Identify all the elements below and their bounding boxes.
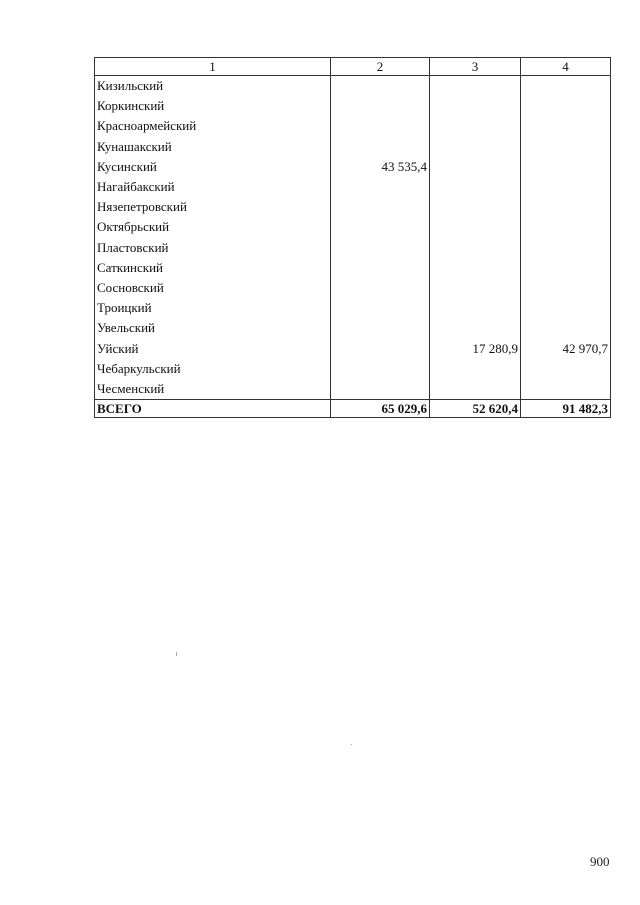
value-col-2 bbox=[331, 76, 430, 97]
total-col-3: 52 620,4 bbox=[430, 400, 521, 418]
table-row bbox=[95, 238, 611, 258]
table-row bbox=[95, 258, 611, 278]
value-col-3 bbox=[430, 116, 521, 136]
total-col-4: 91 482,3 bbox=[521, 400, 611, 418]
value-col-2 bbox=[331, 96, 430, 116]
value-col-4: 42 970,7 bbox=[521, 338, 611, 358]
table-row bbox=[95, 298, 611, 318]
district-name: Уйский bbox=[95, 338, 331, 358]
table-row bbox=[95, 379, 611, 400]
value-col-4 bbox=[521, 177, 611, 197]
table-row bbox=[95, 157, 611, 177]
scan-artifact bbox=[176, 652, 177, 656]
value-col-3 bbox=[430, 197, 521, 217]
district-name: Коркинский bbox=[95, 96, 331, 116]
column-header-2: 2 bbox=[331, 58, 430, 76]
table-row bbox=[95, 318, 611, 338]
value-col-4 bbox=[521, 116, 611, 136]
value-col-4 bbox=[521, 258, 611, 278]
value-col-2 bbox=[331, 298, 430, 318]
value-col-3: 17 280,9 bbox=[430, 338, 521, 358]
value-col-3 bbox=[430, 157, 521, 177]
table-row bbox=[95, 217, 611, 237]
value-col-2 bbox=[331, 258, 430, 278]
district-name: Троицкий bbox=[95, 298, 331, 318]
value-col-4 bbox=[521, 379, 611, 400]
table-row bbox=[95, 177, 611, 197]
district-name: Кусинский bbox=[95, 157, 331, 177]
column-header-1: 1 bbox=[95, 58, 331, 76]
district-name: Саткинский bbox=[95, 258, 331, 278]
district-name: Пластовский bbox=[95, 238, 331, 258]
district-name: Нагайбакский bbox=[95, 177, 331, 197]
value-col-3 bbox=[430, 177, 521, 197]
value-col-2 bbox=[331, 318, 430, 338]
value-col-2 bbox=[331, 137, 430, 157]
value-col-3 bbox=[430, 379, 521, 400]
scan-artifact bbox=[351, 744, 352, 745]
value-col-4 bbox=[521, 217, 611, 237]
table-row bbox=[95, 96, 611, 116]
value-col-4 bbox=[521, 137, 611, 157]
value-col-4 bbox=[521, 278, 611, 298]
value-col-2 bbox=[331, 278, 430, 298]
value-col-4 bbox=[521, 298, 611, 318]
table-row bbox=[95, 359, 611, 379]
table-row bbox=[95, 76, 611, 97]
value-col-3 bbox=[430, 298, 521, 318]
district-name: Красноармейский bbox=[95, 116, 331, 136]
header-row bbox=[95, 58, 611, 76]
total-label: ВСЕГО bbox=[95, 400, 331, 418]
value-col-4 bbox=[521, 157, 611, 177]
table-row bbox=[95, 197, 611, 217]
table-row bbox=[95, 278, 611, 298]
value-col-3 bbox=[430, 318, 521, 338]
value-col-2 bbox=[331, 379, 430, 400]
total-col-2: 65 029,6 bbox=[331, 400, 430, 418]
value-col-4 bbox=[521, 359, 611, 379]
district-name: Сосновский bbox=[95, 278, 331, 298]
district-name: Октябрьский bbox=[95, 217, 331, 237]
column-header-3: 3 bbox=[430, 58, 521, 76]
value-col-4 bbox=[521, 197, 611, 217]
value-col-2 bbox=[331, 217, 430, 237]
value-col-4 bbox=[521, 96, 611, 116]
district-name: Кизильский bbox=[95, 76, 331, 97]
page-number: 900 bbox=[590, 854, 610, 869]
value-col-2 bbox=[331, 238, 430, 258]
value-col-2 bbox=[331, 359, 430, 379]
district-name: Кунашакский bbox=[95, 137, 331, 157]
district-name: Нязепетровский bbox=[95, 197, 331, 217]
value-col-3 bbox=[430, 258, 521, 278]
total-row bbox=[95, 400, 611, 418]
value-col-4 bbox=[521, 318, 611, 338]
district-name: Увельский bbox=[95, 318, 331, 338]
value-col-3 bbox=[430, 217, 521, 237]
value-col-3 bbox=[430, 238, 521, 258]
value-col-2 bbox=[331, 197, 430, 217]
value-col-3 bbox=[430, 359, 521, 379]
value-col-2 bbox=[331, 177, 430, 197]
value-col-4 bbox=[521, 238, 611, 258]
district-name: Чебаркульский bbox=[95, 359, 331, 379]
value-col-2 bbox=[331, 338, 430, 358]
budget-table bbox=[94, 57, 611, 418]
table-row bbox=[95, 137, 611, 157]
value-col-3 bbox=[430, 137, 521, 157]
value-col-4 bbox=[521, 76, 611, 97]
value-col-3 bbox=[430, 96, 521, 116]
table-row bbox=[95, 338, 611, 358]
table-row bbox=[95, 116, 611, 136]
value-col-3 bbox=[430, 76, 521, 97]
district-name: Чесменский bbox=[95, 379, 331, 400]
column-header-4: 4 bbox=[521, 58, 611, 76]
value-col-2 bbox=[331, 116, 430, 136]
value-col-3 bbox=[430, 278, 521, 298]
value-col-2: 43 535,4 bbox=[331, 157, 430, 177]
